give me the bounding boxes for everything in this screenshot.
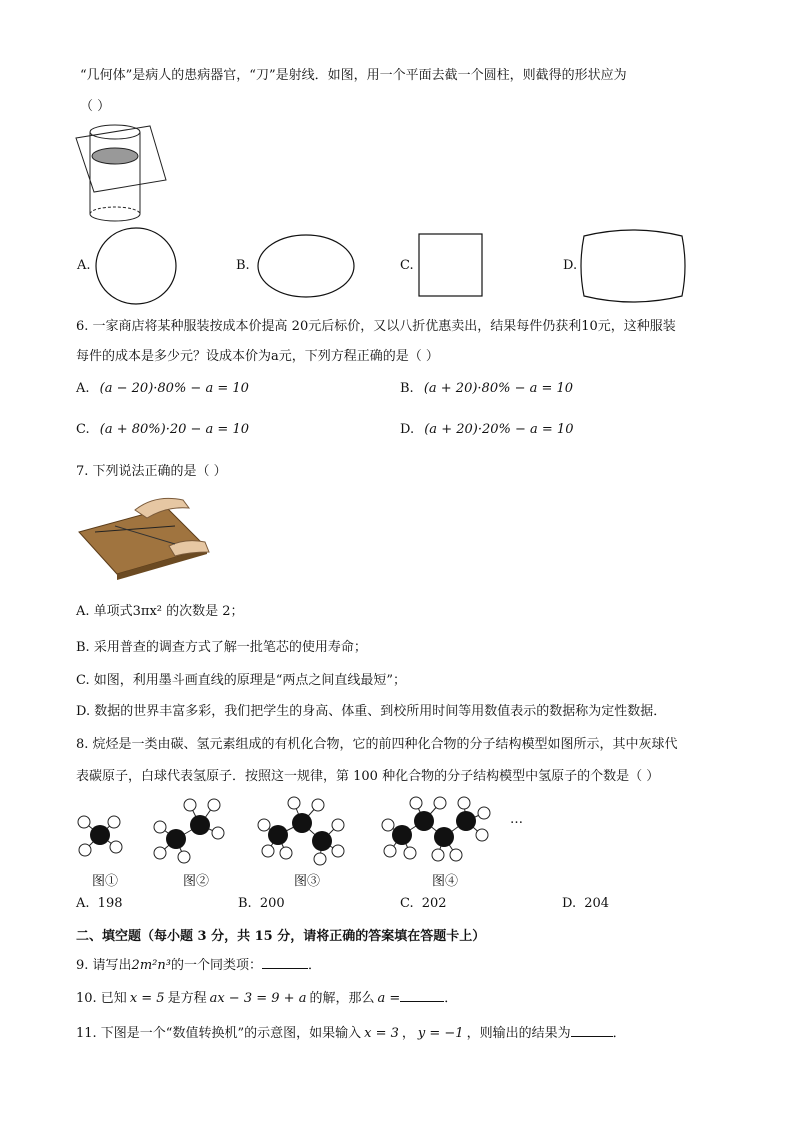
q9-post: 的一个同类项： [170, 958, 262, 973]
q8-option-b-value: 200 [259, 896, 285, 911]
q8-option-d-label: D. [562, 896, 577, 911]
q6-option-a [76, 381, 249, 396]
molecule-2 [154, 799, 224, 863]
q8-option-a-value: 198 [97, 896, 123, 911]
q8-option-c-label: C. [400, 896, 414, 911]
q7-option-c: C. 如图，利用墨斗画直线的原理是“两点之间直线最短”； [76, 673, 407, 688]
square-shape [418, 233, 484, 297]
q10-mid2: 的解，那么 [309, 991, 375, 1006]
q8-figure-3-caption: 图③ [294, 874, 321, 889]
q6-option-b-eq: (a + 20)·80% − a = 10 [423, 381, 574, 396]
q5-option-d-label: D. [563, 258, 578, 273]
q5-answer-paren: （ ） [80, 99, 111, 114]
q5-stem: “几何体”是病人的患病器官，“刀”是射线．如图，用一个平面去截一个圆柱，则截得的形状应为 [80, 68, 627, 83]
q8-option-a [76, 896, 123, 911]
q8-option-a-label: A. [76, 896, 90, 911]
q10-end: ． [444, 991, 458, 1006]
q10-cond: x = 5 [129, 991, 165, 1006]
q6-option-b-label: B. [400, 381, 414, 396]
circle-shape [95, 227, 177, 305]
q8-option-c-value: 202 [421, 896, 447, 911]
q11-x: x = 3 [364, 1026, 399, 1041]
q7-stem: 7. 下列说法正确的是（ ） [76, 464, 227, 479]
q7-option-b: B. 采用普查的调查方式了解一批笔芯的使用寿命； [76, 640, 367, 655]
q8-option-d-value: 204 [584, 896, 610, 911]
molecule-3 [258, 797, 344, 865]
q8-stem-line2: 表碳原子，白球代表氢原子．按照这一规律，第 100 种化合物的分子结构模型中氢原子的个数是（ ） [76, 769, 660, 784]
q8-stem-line1: 8. 烷烃是一类由碳、氢元素组成的有机化合物，它的前四种化合物的分子结构模型如图所示，其中灰球代 [76, 737, 678, 752]
q8-option-d [562, 896, 609, 911]
q7-option-a: A. 单项式3πx² 的次数是 2； [76, 604, 244, 619]
q11-answer-blank[interactable] [571, 1036, 613, 1037]
q8-figure-4-caption: 图④ [432, 874, 459, 889]
q8-figure-2-caption: 图② [183, 874, 210, 889]
q11 [76, 1022, 626, 1041]
q6-option-d [400, 422, 573, 437]
q11-pre: 11. 下图是一个“数值转换机”的示意图，如果输入 [76, 1026, 362, 1041]
q6-option-d-label: D. [400, 422, 415, 437]
molecule-1 [78, 816, 122, 856]
q6-stem-line2: 每件的成本是多少元？设成本价为a元，下列方程正确的是（ ） [76, 349, 439, 364]
q8-ellipsis: … [510, 812, 523, 827]
q6-option-b [400, 381, 573, 396]
q10-mid: 是方程 [167, 991, 207, 1006]
q7-option-d: D. 数据的世界丰富多彩，我们把学生的身高、体重、到校所用时间等用数值表示的数据称为定性数据． [76, 704, 667, 719]
q11-end: ． [612, 1026, 626, 1041]
q8-option-c [400, 896, 447, 911]
q8-option-b [238, 896, 285, 911]
q6-option-c-eq: (a + 80%)·20 − a = 10 [99, 422, 249, 437]
q9-pre: 9. 请写出 [76, 958, 132, 973]
q10-pre: 10. 已知 [76, 991, 127, 1006]
q9 [76, 954, 321, 973]
q5-option-c-label: C. [400, 258, 414, 273]
ink-line-figure [75, 490, 215, 580]
molecule-4 [382, 797, 490, 861]
q6-option-d-eq: (a + 20)·20% − a = 10 [424, 422, 574, 437]
q8-figure-1-caption: 图① [92, 874, 119, 889]
section-2-title: 二、填空题（每小题 3 分，共 15 分，请将正确的答案填在答题卡上） [76, 929, 486, 944]
q10-var: a = [377, 991, 401, 1006]
q5-option-a-label: A. [77, 258, 91, 273]
q11-post: ，则输出的结果为 [466, 1026, 571, 1041]
q6-option-c [76, 422, 249, 437]
q6-option-a-eq: (a − 20)·80% − a = 10 [99, 381, 249, 396]
q11-y: y = −1 [417, 1026, 464, 1041]
q6-option-c-label: C. [76, 422, 90, 437]
q8-option-b-label: B. [238, 896, 252, 911]
q5-option-b-label: B. [236, 258, 250, 273]
barrel-shape [580, 232, 686, 300]
molecule-models [72, 795, 532, 867]
q10-answer-blank[interactable] [400, 1001, 444, 1002]
q9-end: ． [307, 958, 321, 973]
q11-sep: ， [401, 1026, 415, 1041]
q10-eq: ax − 3 = 9 + a [209, 991, 307, 1006]
q9-expr: 2m²n³ [131, 958, 171, 973]
ellipse-shape [256, 234, 356, 298]
q6-stem-line1: 6. 一家商店将某种服装按成本价提高 20元后标价，又以八折优惠卖出，结果每件仍获利10元，这种服装 [76, 319, 676, 334]
q6-option-a-label: A. [76, 381, 90, 396]
cylinder-plane-figure [72, 118, 172, 226]
q9-answer-blank[interactable] [262, 968, 308, 969]
q10 [76, 987, 457, 1006]
